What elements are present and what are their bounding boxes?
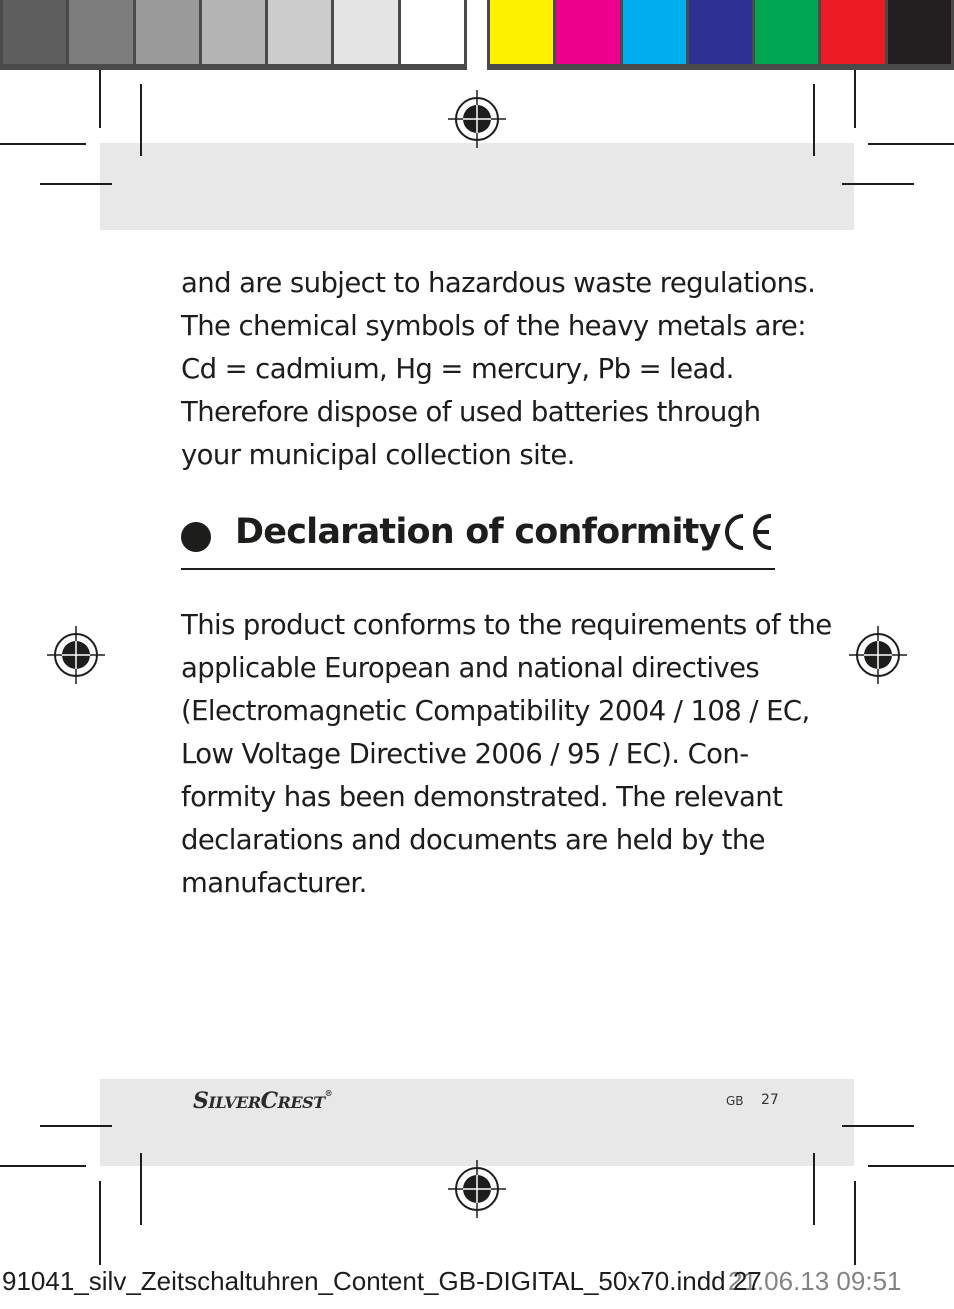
- registration-mark-icon: [448, 90, 506, 148]
- color-swatch: [268, 0, 331, 64]
- bullet-icon: [181, 522, 211, 552]
- paragraph-line: Cd = cadmium, Hg = mercury, Pb = lead.: [181, 353, 734, 385]
- paragraph-line: The chemical symbols of the heavy metals are:: [181, 310, 806, 342]
- paragraph-line: This product conforms to the requirements of the: [181, 609, 832, 641]
- color-swatch: [334, 0, 397, 64]
- ce-mark-icon: [719, 512, 775, 552]
- crop-mark: [854, 70, 856, 128]
- crop-mark: [40, 1125, 112, 1127]
- color-swatch: [3, 0, 66, 64]
- crop-mark: [813, 84, 815, 156]
- registration-mark-icon: [849, 626, 907, 684]
- paragraph-line: applicable European and national directives: [181, 652, 760, 684]
- color-swatch: [69, 0, 132, 64]
- brand-logo-part: S: [193, 1088, 209, 1114]
- crop-mark: [40, 183, 112, 185]
- header-band: [100, 143, 854, 230]
- crop-mark: [842, 1125, 914, 1127]
- print-slug: 91041_silv_Zeitschaltuhren_Content_GB-DIGITAL_50x70.indd 27: [2, 1266, 762, 1296]
- battery-disposal-paragraph: [181, 262, 816, 477]
- crop-mark: [854, 1181, 856, 1265]
- color-swatch: [401, 0, 464, 64]
- color-swatch: [821, 0, 884, 64]
- grey-calibration-bar: [0, 0, 467, 70]
- color-swatch: [136, 0, 199, 64]
- crop-mark: [868, 143, 954, 145]
- paragraph-line: your municipal collection site.: [181, 439, 575, 471]
- page-number: 27: [761, 1092, 779, 1108]
- paragraph-line: declarations and documents are held by the: [181, 824, 765, 856]
- color-swatch: [689, 0, 752, 64]
- color-swatch: [888, 0, 951, 64]
- brand-logo-part: C: [260, 1088, 278, 1114]
- color-swatch: [490, 0, 553, 64]
- crop-mark: [0, 1165, 86, 1167]
- crop-mark: [813, 1153, 815, 1225]
- crop-mark: [99, 70, 101, 128]
- color-swatch: [202, 0, 265, 64]
- section-heading: [181, 510, 775, 570]
- paragraph-line: manufacturer.: [181, 867, 367, 899]
- brand-logo-part: REST: [277, 1093, 325, 1112]
- crop-mark: [842, 183, 914, 185]
- brand-logo: [193, 1088, 332, 1114]
- print-slug-timestamp: 21.06.13 09:51: [728, 1266, 902, 1296]
- color-swatch: [556, 0, 619, 64]
- heading-title: Declaration of conformity: [235, 512, 721, 552]
- crop-mark: [0, 143, 86, 145]
- paragraph-line: (Electromagnetic Compatibility 2004 / 108 / EC,: [181, 695, 810, 727]
- crop-mark: [140, 1153, 142, 1225]
- paragraph-line: Therefore dispose of used batteries through: [181, 396, 761, 428]
- crop-mark: [140, 84, 142, 156]
- color-swatch: [755, 0, 818, 64]
- registration-mark-icon: [47, 626, 105, 684]
- language-code: GB: [726, 1094, 744, 1108]
- brand-logo-part: ILVER: [208, 1093, 261, 1112]
- paragraph-line: and are subject to hazardous waste regulations.: [181, 267, 816, 299]
- registration-mark-icon: [448, 1160, 506, 1218]
- color-swatch: [623, 0, 686, 64]
- brand-logo-part: ®: [324, 1088, 333, 1098]
- crop-mark: [99, 1181, 101, 1265]
- color-calibration-bar: [487, 0, 954, 70]
- paragraph-line: formity has been demonstrated. The relevant: [181, 781, 783, 813]
- crop-mark: [868, 1165, 954, 1167]
- conformity-paragraph: [181, 604, 832, 905]
- paragraph-line: Low Voltage Directive 2006 / 95 / EC). Con-: [181, 738, 749, 770]
